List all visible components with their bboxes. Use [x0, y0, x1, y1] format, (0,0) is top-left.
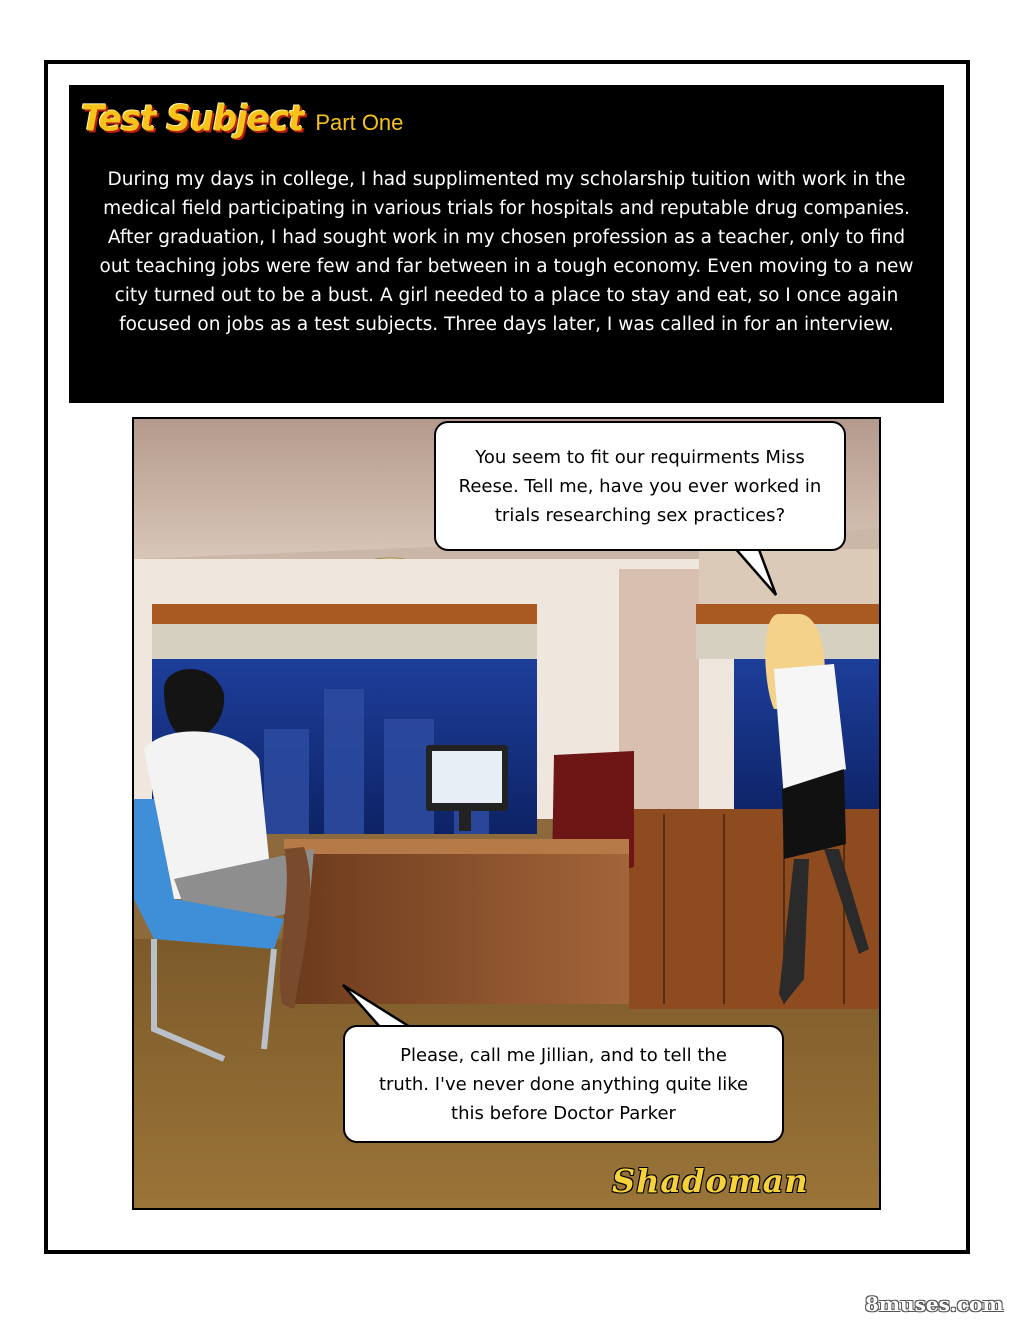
bubble-line: trials researching sex practices?	[494, 504, 786, 526]
narration-text	[89, 165, 924, 339]
caption-box	[69, 85, 944, 403]
bubble-line: truth. I've never done anything quite like	[378, 1073, 749, 1095]
bubble-line: You seem to fit our requirments Miss	[475, 446, 805, 468]
comic-subtitle: Part One	[315, 110, 404, 135]
speech-bubble-jillian	[343, 1025, 784, 1143]
narration-line: city turned out to be a bust. A girl needed to a place to stay and eat, so I once again	[114, 285, 899, 306]
narration-line: During my days in college, I had supplimented my scholarship tuition with work in the	[107, 169, 906, 190]
bubble-tail-jillian	[340, 982, 420, 1030]
site-watermark: 8muses.com	[865, 1292, 1004, 1316]
bubble-line: Reese. Tell me, have you ever worked in	[458, 475, 822, 497]
narration-line: out teaching jobs were few and far between in a tough economy. Even moving to a new	[99, 256, 914, 277]
narration-line: medical field participating in various trials for hospitals and reputable drug companies.	[103, 198, 910, 219]
title-row	[81, 99, 403, 139]
bubble-tail-doctor	[728, 545, 788, 600]
bubble-line: this before Doctor Parker	[451, 1102, 676, 1124]
narration-line: After graduation, I had sought work in my chosen profession as a teacher, only to find	[107, 227, 906, 248]
bubble-line: Please, call me Jillian, and to tell the	[400, 1044, 727, 1066]
narration-line: focused on jobs as a test subjects. Three days later, I was called in for an interview.	[119, 314, 894, 335]
speech-bubble-doctor	[434, 421, 846, 551]
window-blinds	[152, 624, 537, 659]
office-desk	[284, 854, 629, 1004]
artist-signature: Shadoman	[612, 1162, 809, 1200]
comic-title: Test Subject	[81, 98, 304, 140]
